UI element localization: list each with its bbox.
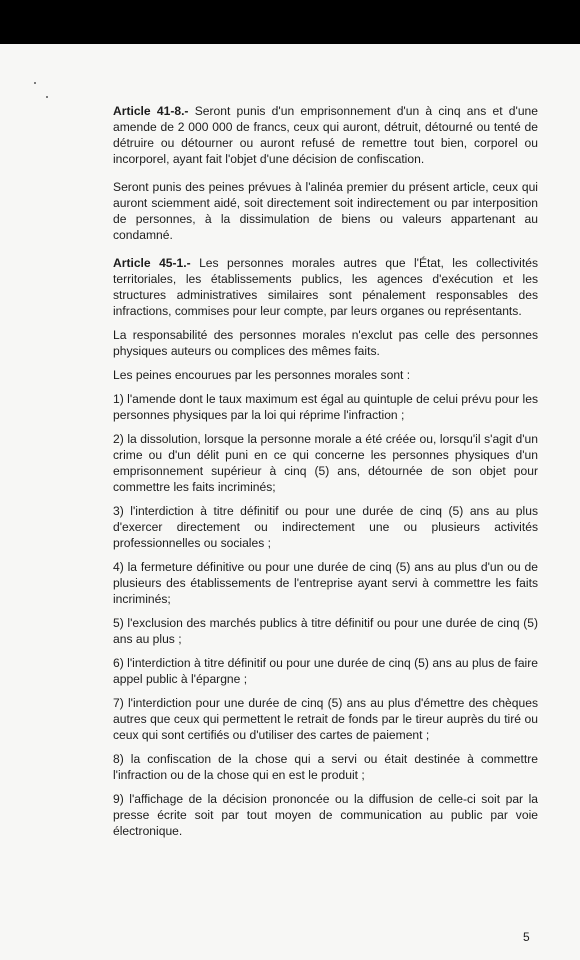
scan-speck [34,82,36,84]
list-item [113,655,538,687]
paragraph-text: 7) l'interdiction pour une durée de cinq (5) ans au plus d'émettre des chèques autres que ceux qui permettent le retrait de fonds par le tireur auprès du tiré ou ceux qui sont certifiés ou d'utiliser des cartes de paiement ; [113,696,538,742]
top-black-bar [0,0,580,44]
list-item [113,791,538,839]
article-heading: Article 45-1.- [113,256,191,270]
list-item [113,559,538,607]
paragraph-text: Les personnes morales autres que l'État, les collectivités territoriales, les établissements publics, les agences d'exécution et les structures administratives similaires sont pénalement responsables des infractions, commises pour leur compte, par leurs organes ou représentants. [113,256,538,318]
paragraph-text: 2) la dissolution, lorsque la personne morale a été créée ou, lorsqu'il s'agit d'un crime ou d'un délit puni en ce qui concerne les personnes physiques d'un emprisonnement supérieur à cinq (5) ans, détournée de son objet pour commettre les faits incriminés; [113,432,538,494]
paragraph-text: La responsabilité des personnes morales n'exclut pas celle des personnes physiques auteurs ou complices des mêmes faits. [113,328,538,358]
scan-speck [46,96,48,98]
document-body [113,103,538,847]
paragraph-text: Les peines encourues par les personnes morales sont : [113,368,411,382]
page-number: 5 [523,930,530,944]
list-item [113,615,538,647]
paragraph-text: 6) l'interdiction à titre définitif ou pour une durée de cinq (5) ans au plus de faire appel public à l'épargne ; [113,656,538,686]
list-item [113,431,538,495]
paragraph-text: 8) la confiscation de la chose qui a servi ou était destinée à commettre l'infraction ou de la chose qui en est le produit ; [113,752,538,782]
paragraph [113,367,538,383]
article-heading: Article 41-8.- [113,104,189,118]
article-41-8 [113,103,538,167]
paragraph-text: 1) l'amende dont le taux maximum est égal au quintuple de celui prévu pour les personnes physiques par la loi qui réprime l'infraction ; [113,392,538,422]
paragraph-text: Seront punis des peines prévues à l'alinéa premier du présent article, ceux qui auront sciemment aidé, soit directement soit indirectement ou par interposition de personnes, à la dissimulation de biens ou valeurs appartenant au condamné. [113,180,538,242]
paragraph-text: 9) l'affichage de la décision prononcée ou la diffusion de celle-ci soit par la presse écrite soit par tout moyen de communication au public par voie électronique. [113,792,538,838]
paragraph [113,327,538,359]
list-item [113,751,538,783]
list-item [113,695,538,743]
paragraph-text: 4) la fermeture définitive ou pour une durée de cinq (5) ans au plus d'un ou de plusieurs des établissements de l'entreprise ayant servi à commettre les faits incriminés; [113,560,538,606]
list-item [113,391,538,423]
paragraph-text: Seront punis d'un emprisonnement d'un à cinq ans et d'une amende de 2 000 000 de francs, ceux qui auront, détruit, détourné ou tenté de détruire ou détourner ou auront refusé de remettre tout bien, corporel ou incorporel, ayant fait l'objet d'une décision de confiscation. [113,104,539,166]
paragraph-text: 3) l'interdiction à titre définitif ou pour une durée de cinq (5) ans au plus d'exercer directement ou indirectement une ou plusieurs activités professionnelles ou sociales ; [113,504,538,550]
list-item [113,503,538,551]
article-45-1 [113,255,538,319]
paragraph [113,179,538,243]
paragraph-text: 5) l'exclusion des marchés publics à titre définitif ou pour une durée de cinq (5) ans au plus ; [113,616,538,646]
